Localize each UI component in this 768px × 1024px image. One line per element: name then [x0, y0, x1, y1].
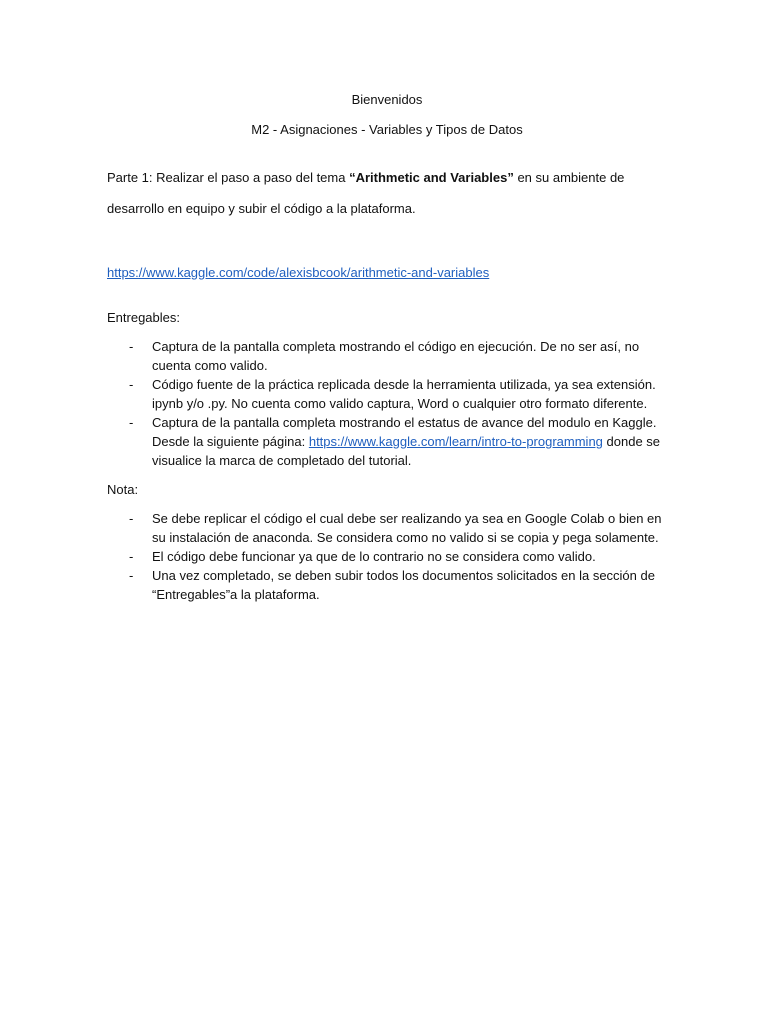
note-text: Una vez completado, se deben subir todos los documentos solicitados en la sección de “Entregables”a la plataforma. — [152, 568, 655, 602]
note-item — [107, 566, 667, 604]
note-text: Se debe replicar el código el cual debe ser realizando ya sea en Google Colab o bien en su instalación de anaconda. Se considera como no valido si se copia y pega solamente. — [152, 511, 662, 545]
kaggle-intro-programming-link[interactable]: https://www.kaggle.com/learn/intro-to-programming — [308, 434, 603, 449]
note-text: El código debe funcionar ya que de lo contrario no se considera como valido. — [152, 549, 596, 564]
note-item — [107, 547, 667, 566]
document-title: Bienvenidos — [351, 92, 423, 107]
bullet-dash: - — [129, 339, 134, 354]
bullet-dash: - — [129, 377, 134, 392]
deliverables-list — [107, 337, 667, 470]
deliverable-text: Captura de la pantalla completa mostrando el código en ejecución. De no ser así, no cuenta como valido. — [152, 339, 640, 373]
part1-suffix: en su ambiente de desarrollo en equipo y subir el código a la plataforma. — [107, 170, 625, 216]
bullet-dash: - — [129, 549, 134, 564]
part1-paragraph — [107, 162, 667, 224]
notes-list — [107, 509, 667, 604]
deliverable-item — [107, 413, 667, 470]
bullet-dash: - — [129, 568, 134, 583]
deliverable-text: Código fuente de la práctica replicada desde la herramienta utilizada, ya sea extensión. ipynb y/o .py. No cuenta como valido captura, Word o cualquier otro formato diferente. — [152, 377, 656, 411]
deliverable-text-after: donde se visualice la marca de completado del tutorial. — [152, 434, 661, 468]
deliverables-label: Entregables: — [107, 310, 180, 325]
bullet-dash: - — [129, 415, 134, 430]
document-page — [107, 90, 667, 614]
main-link-block — [107, 263, 667, 282]
deliverable-text-before: Captura de la pantalla completa mostrando el estatus de avance del modulo en Kaggle. Desde la siguiente página: — [152, 415, 657, 449]
deliverable-item — [107, 337, 667, 375]
note-label: Nota: — [107, 482, 139, 497]
kaggle-arithmetic-link[interactable]: https://www.kaggle.com/code/alexisbcook/arithmetic-and-variables — [107, 265, 490, 280]
deliverable-item — [107, 375, 667, 413]
bullet-dash: - — [129, 511, 134, 526]
document-subtitle: M2 - Asignaciones - Variables y Tipos de Datos — [251, 122, 523, 137]
part1-prefix: Parte 1: Realizar el paso a paso del tema — [107, 170, 350, 185]
part1-topic: “Arithmetic and Variables” — [349, 170, 514, 185]
note-item — [107, 509, 667, 547]
